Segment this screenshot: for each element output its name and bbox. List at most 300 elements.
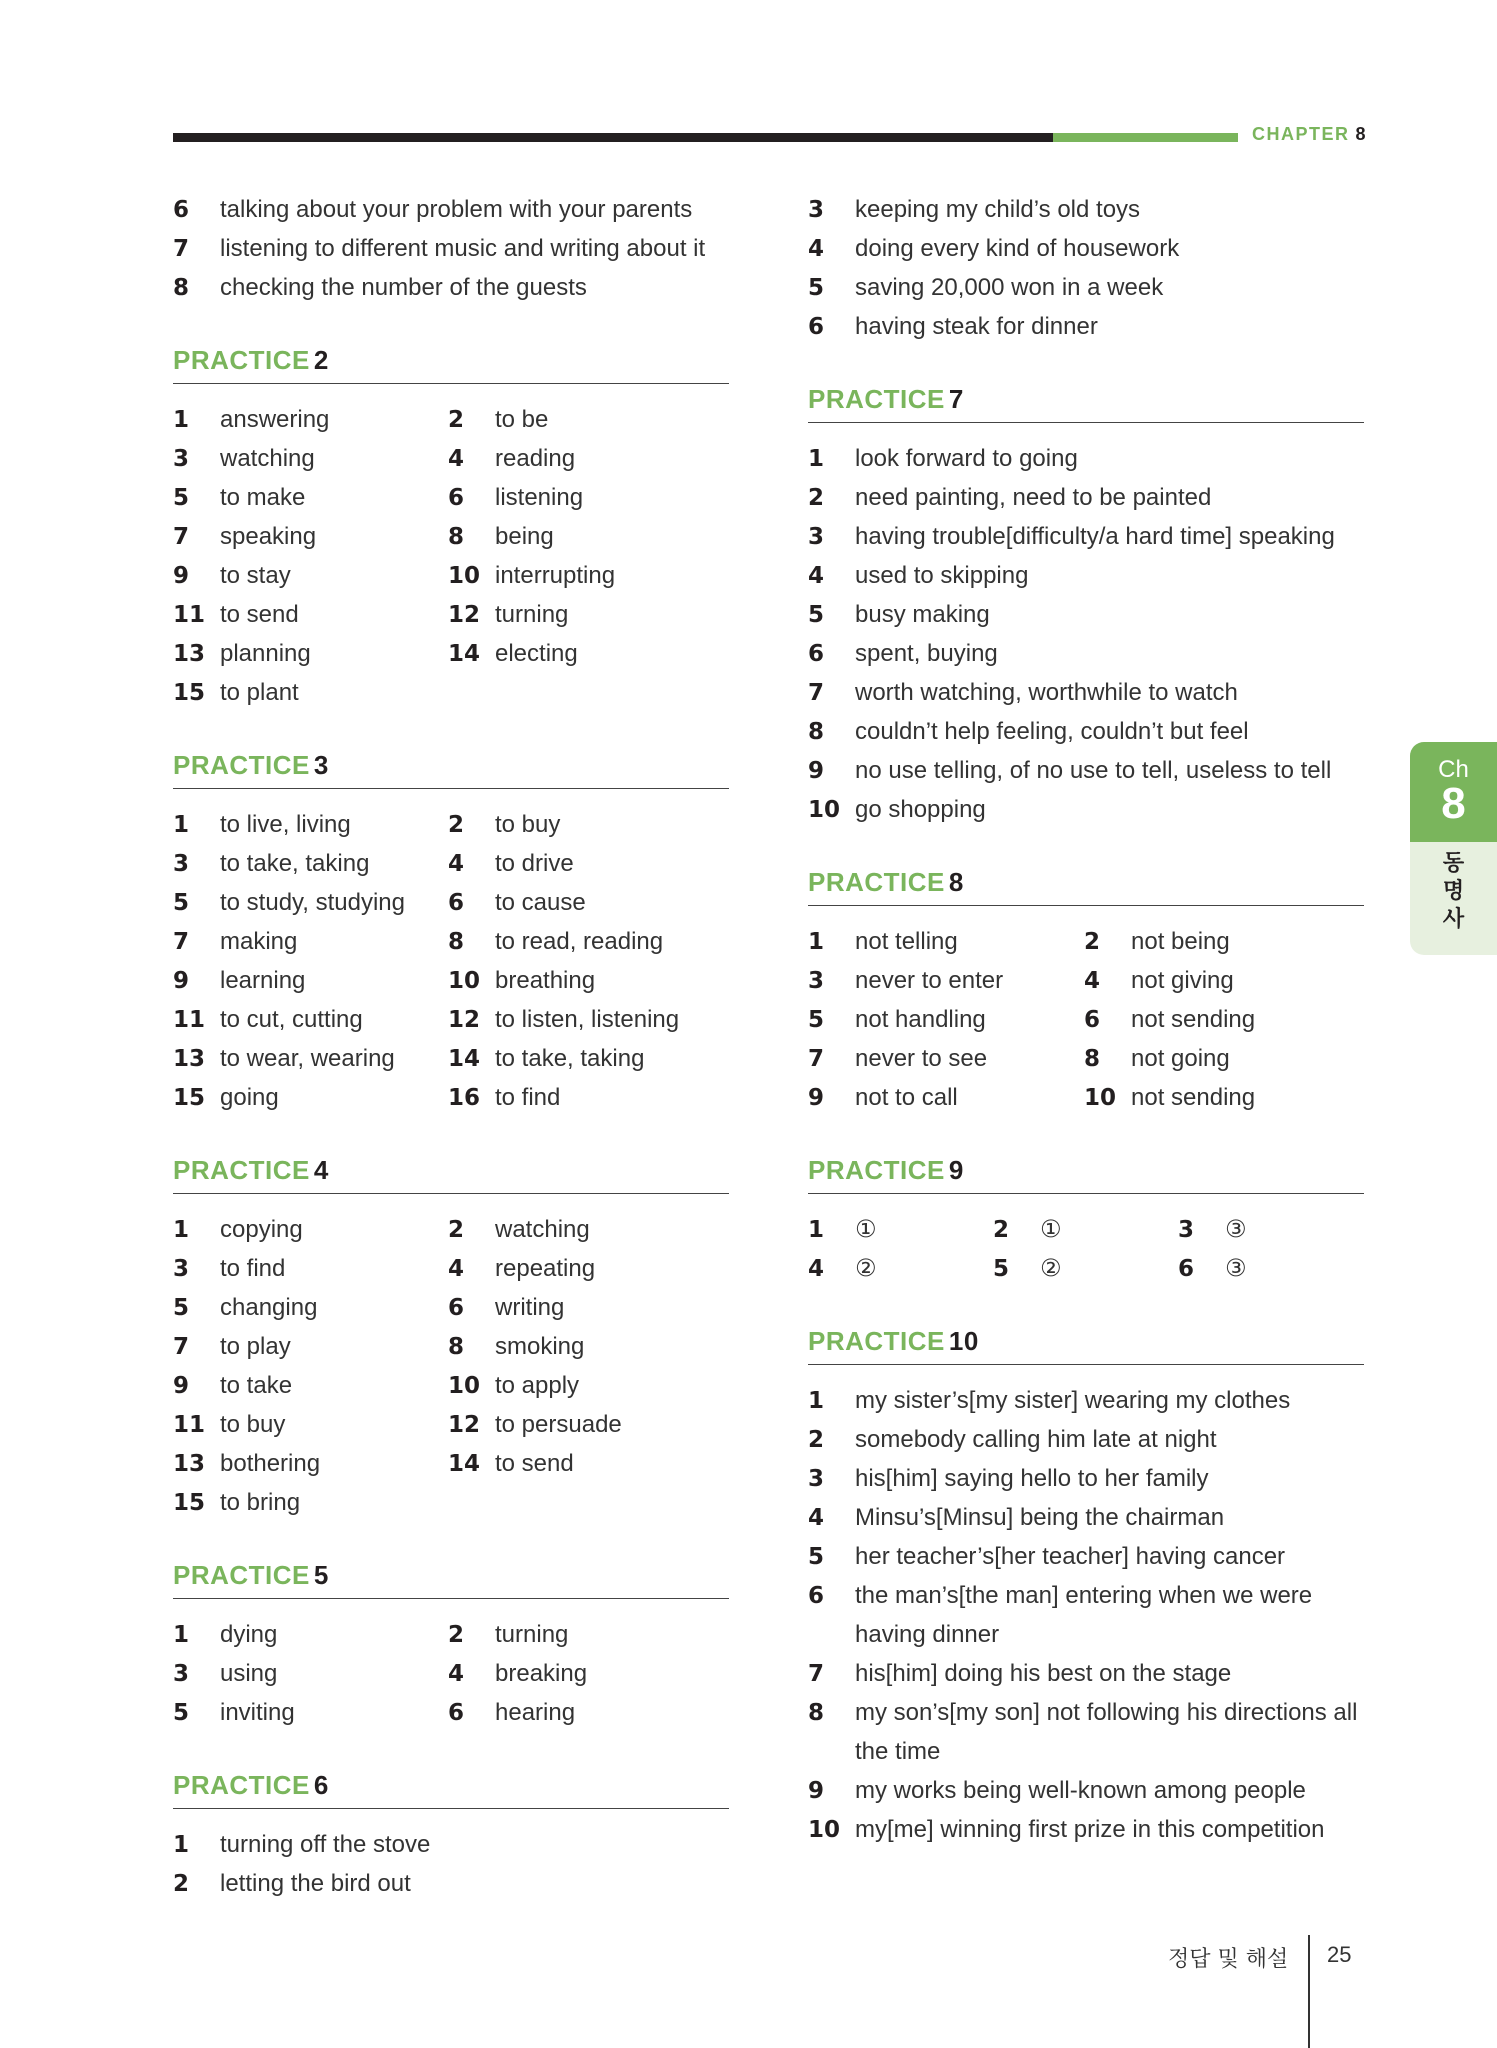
practice-6	[173, 1770, 729, 1903]
answer-number: 5	[173, 889, 190, 916]
answer-text: to find	[220, 1254, 286, 1282]
answer-text: busy making	[855, 600, 990, 628]
answer-item	[173, 1483, 448, 1522]
answer-text: to take	[220, 1371, 293, 1399]
answer-text: ①	[855, 1216, 877, 1243]
answer-item	[1084, 922, 1364, 961]
answer-number: 12	[448, 601, 481, 628]
answer-text: repeating	[495, 1254, 596, 1282]
answer-item	[808, 1381, 1364, 1420]
answer-number: 6	[808, 1582, 825, 1609]
answer-text: to cause	[495, 888, 586, 916]
answer-number: 1	[173, 1621, 190, 1648]
answer-text: to be	[495, 405, 549, 433]
answer-text: hearing	[495, 1698, 576, 1726]
answer-item	[173, 517, 448, 556]
answer-item	[808, 790, 1364, 829]
answer-item	[448, 634, 729, 673]
answer-text: copying	[220, 1215, 303, 1243]
answer-item	[448, 1327, 729, 1366]
answer-number: 7	[808, 1045, 825, 1072]
answer-item	[173, 1654, 448, 1693]
answer-item	[173, 634, 448, 673]
practice-5	[173, 1560, 729, 1732]
answer-number: 5	[808, 1006, 825, 1033]
answer-number: 2	[808, 484, 825, 511]
answer-number: 1	[808, 1216, 825, 1243]
answer-text: never to enter	[855, 966, 1004, 994]
answer-item	[808, 1654, 1364, 1693]
answer-item	[173, 883, 448, 922]
answer-number: 14	[448, 1045, 481, 1072]
answer-number: 4	[1084, 967, 1101, 994]
answer-number: 15	[173, 1084, 206, 1111]
answer-text: my works being well-known among people	[855, 1776, 1306, 1804]
answer-number: 10	[448, 1372, 481, 1399]
answer-item	[808, 439, 1364, 478]
answer-number: 5	[173, 484, 190, 511]
answer-text: couldn’t help feeling, couldn’t but feel	[855, 717, 1249, 745]
answer-text: watching	[495, 1215, 590, 1243]
practice-8	[808, 867, 1364, 1117]
answer-item	[808, 1615, 1364, 1654]
answer-item	[173, 1366, 448, 1405]
answer-number: 10	[448, 967, 481, 994]
answer-item	[448, 400, 729, 439]
answer-item	[808, 1498, 1364, 1537]
answer-text: to persuade	[495, 1410, 622, 1438]
answer-text: my sister’s[my sister] wearing my clothes	[855, 1386, 1291, 1414]
answer-text: ③	[1225, 1255, 1247, 1282]
answer-text: need painting, need to be painted	[855, 483, 1212, 511]
answer-number: 15	[173, 679, 206, 706]
chapter-label-text: CHAPTER	[1252, 124, 1350, 144]
answer-number: 4	[808, 235, 825, 262]
answer-item	[808, 1249, 993, 1288]
practice-9-heading: PRACTICE 9	[808, 1155, 1364, 1194]
answer-number: 3	[808, 967, 825, 994]
answer-number: 10	[448, 562, 481, 589]
answer-item	[173, 229, 729, 268]
answer-number: 1	[173, 406, 190, 433]
answer-number: 5	[808, 1543, 825, 1570]
answer-number: 6	[448, 484, 465, 511]
answer-text: turning	[495, 1620, 569, 1648]
practice-7	[808, 384, 1364, 829]
answer-text: ①	[1040, 1216, 1062, 1243]
answer-item	[173, 478, 448, 517]
answer-number: 10	[808, 796, 841, 823]
answer-number: 1	[808, 928, 825, 955]
answer-text: breathing	[495, 966, 596, 994]
answer-number: 11	[173, 1006, 206, 1033]
answer-number: 2	[448, 1216, 465, 1243]
answer-number: 1	[808, 1387, 825, 1414]
answer-text: ②	[855, 1255, 877, 1282]
answer-item	[808, 1039, 1084, 1078]
practice-4-heading: PRACTICE 4	[173, 1155, 729, 1194]
answer-number: 7	[173, 928, 190, 955]
page-number: 25	[1327, 1942, 1352, 1967]
answer-item	[173, 556, 448, 595]
answer-item	[1084, 1078, 1364, 1117]
answer-number: 9	[808, 1777, 825, 1804]
answer-text: turning off the stove	[220, 1830, 431, 1858]
answer-text: to take, taking	[495, 1044, 645, 1072]
answer-text: Minsu’s[Minsu] being the chairman	[855, 1503, 1225, 1531]
answer-item	[173, 1693, 448, 1732]
practice-8-heading: PRACTICE 8	[808, 867, 1364, 906]
answer-item	[448, 805, 729, 844]
practice-10-heading: PRACTICE 10	[808, 1326, 1364, 1365]
answer-item	[1178, 1210, 1364, 1249]
answer-number: 13	[173, 1450, 206, 1477]
answer-number: 8	[448, 523, 465, 550]
answer-text: going	[220, 1083, 279, 1111]
answer-item	[173, 1327, 448, 1366]
answer-number: 14	[448, 640, 481, 667]
answer-item	[808, 595, 1364, 634]
answer-item	[808, 517, 1364, 556]
answer-item	[993, 1249, 1178, 1288]
answer-text: ③	[1225, 1216, 1247, 1243]
answer-text: changing	[220, 1293, 318, 1321]
chapter-side-tab[interactable]	[1410, 742, 1497, 955]
left-intro	[173, 190, 729, 307]
answer-number: 10	[1084, 1084, 1117, 1111]
answer-text: to buy	[495, 810, 561, 838]
answer-item	[808, 1732, 1364, 1771]
practice-4	[173, 1155, 729, 1522]
answer-text: not handling	[855, 1005, 986, 1033]
footer-label: 정답 및 해설	[1168, 1947, 1289, 1972]
answer-text: using	[220, 1659, 278, 1687]
answer-text: not sending	[1131, 1083, 1256, 1111]
answer-item	[808, 478, 1364, 517]
answer-text: doing every kind of housework	[855, 234, 1180, 262]
answer-item	[173, 961, 448, 1000]
answer-number: 12	[448, 1006, 481, 1033]
answer-item	[808, 229, 1364, 268]
answer-item	[173, 922, 448, 961]
answer-text: answering	[220, 405, 330, 433]
answer-text: used to skipping	[855, 561, 1029, 589]
answer-text: checking the number of the guests	[220, 273, 587, 301]
answer-text: dying	[220, 1620, 278, 1648]
answer-text: planning	[220, 639, 311, 667]
answer-number: 4	[448, 1660, 465, 1687]
answer-number: 3	[808, 1465, 825, 1492]
answer-item	[448, 1444, 729, 1483]
answer-number: 5	[808, 601, 825, 628]
answer-item	[1084, 961, 1364, 1000]
answer-item	[173, 673, 448, 712]
answer-text: smoking	[495, 1332, 585, 1360]
practice-6-heading: PRACTICE 6	[173, 1770, 729, 1809]
answer-item	[173, 439, 448, 478]
answer-text: to plant	[220, 678, 299, 706]
answer-number: 2	[448, 811, 465, 838]
answer-item	[448, 961, 729, 1000]
answer-text: worth watching, worthwhile to watch	[855, 678, 1238, 706]
answer-item	[173, 268, 729, 307]
answer-item	[448, 517, 729, 556]
answer-text: electing	[495, 639, 578, 667]
answer-text: somebody calling him late at night	[855, 1425, 1217, 1453]
answer-item	[173, 1078, 448, 1117]
answer-number: 8	[173, 274, 190, 301]
right-intro	[808, 190, 1364, 346]
footer-divider	[1308, 1935, 1310, 2048]
practice-2	[173, 345, 729, 712]
answer-number: 14	[448, 1450, 481, 1477]
answer-number: 3	[173, 1660, 190, 1687]
answer-number: 10	[808, 1816, 841, 1843]
answer-item	[808, 1420, 1364, 1459]
answer-text: letting the bird out	[220, 1869, 411, 1897]
answer-text: to send	[220, 600, 299, 628]
answer-item	[448, 1654, 729, 1693]
answer-number: 3	[173, 1255, 190, 1282]
answer-number: 8	[448, 928, 465, 955]
answer-text: to apply	[495, 1371, 580, 1399]
answer-text: saving 20,000 won in a week	[855, 273, 1164, 301]
answer-text: to read, reading	[495, 927, 664, 955]
answer-text: learning	[220, 966, 306, 994]
answer-item	[448, 478, 729, 517]
answer-text: to play	[220, 1332, 291, 1360]
answer-text: to wear, wearing	[220, 1044, 395, 1072]
answer-text: his[him] doing his best on the stage	[855, 1659, 1232, 1687]
answer-text: spent, buying	[855, 639, 998, 667]
answer-text: to buy	[220, 1410, 286, 1438]
answer-item	[808, 1000, 1084, 1039]
answer-number: 6	[448, 1699, 465, 1726]
answer-text: being	[495, 522, 554, 550]
answer-text: never to see	[855, 1044, 988, 1072]
answer-text: not giving	[1131, 966, 1234, 994]
answer-item	[1084, 1039, 1364, 1078]
answer-item	[808, 1771, 1364, 1810]
answer-text: the man’s[the man] entering when we were	[855, 1581, 1313, 1609]
answer-number: 13	[173, 1045, 206, 1072]
answer-number: 4	[448, 850, 465, 877]
left-column	[173, 190, 729, 1903]
answer-item	[1178, 1249, 1364, 1288]
answer-item	[808, 1459, 1364, 1498]
answer-number: 4	[448, 1255, 465, 1282]
answer-item	[448, 883, 729, 922]
answer-item	[448, 1249, 729, 1288]
answer-item	[808, 712, 1364, 751]
answer-number: 6	[173, 196, 190, 223]
answer-number: 6	[448, 889, 465, 916]
answer-item	[808, 922, 1084, 961]
answer-text: listening to different music and writing about it	[220, 234, 706, 262]
answer-item	[448, 1615, 729, 1654]
answer-number: 5	[173, 1699, 190, 1726]
answer-item	[808, 1537, 1364, 1576]
answer-text: writing	[495, 1293, 565, 1321]
answer-text: keeping my child’s old toys	[855, 195, 1141, 223]
answer-item	[173, 1288, 448, 1327]
answer-item	[173, 1039, 448, 1078]
answer-number: 12	[448, 1411, 481, 1438]
answer-number: 3	[173, 445, 190, 472]
answer-number: 8	[448, 1333, 465, 1360]
practice-7-heading: PRACTICE 7	[808, 384, 1364, 423]
answer-text: watching	[220, 444, 315, 472]
answer-text: having trouble[difficulty/a hard time] speaking	[855, 522, 1335, 550]
answer-number: 1	[173, 1831, 190, 1858]
answer-number: 11	[173, 1411, 206, 1438]
answer-number: 9	[173, 562, 190, 589]
chapter-label	[1252, 124, 1367, 145]
answer-text: ②	[1040, 1255, 1062, 1282]
answer-item	[448, 1078, 729, 1117]
answer-text: breaking	[495, 1659, 588, 1687]
answer-item	[448, 1405, 729, 1444]
answer-number: 13	[173, 640, 206, 667]
answer-number: 1	[173, 1216, 190, 1243]
answer-number: 2	[993, 1216, 1010, 1243]
answer-item	[448, 1366, 729, 1405]
answer-text: my son’s[my son] not following his directions all	[855, 1698, 1358, 1726]
answer-number: 8	[808, 1699, 825, 1726]
practice-5-heading: PRACTICE 5	[173, 1560, 729, 1599]
answer-text: inviting	[220, 1698, 295, 1726]
answer-number: 4	[808, 562, 825, 589]
answer-number: 2	[448, 1621, 465, 1648]
answer-item	[448, 922, 729, 961]
answer-item	[808, 1210, 993, 1249]
answer-item	[173, 1444, 448, 1483]
answer-text: her teacher’s[her teacher] having cancer	[855, 1542, 1286, 1570]
answer-text: speaking	[220, 522, 317, 550]
answer-text: not to call	[855, 1083, 958, 1111]
header-bar-dark	[173, 133, 1053, 142]
answer-text: to bring	[220, 1488, 301, 1516]
answer-item	[448, 844, 729, 883]
practice-3	[173, 750, 729, 1117]
answer-text: my[me] winning first prize in this competition	[855, 1815, 1325, 1843]
answer-item	[808, 556, 1364, 595]
answer-item	[173, 1210, 448, 1249]
answer-item	[173, 805, 448, 844]
answer-item	[808, 190, 1364, 229]
answer-item	[173, 1825, 729, 1864]
answer-number: 3	[808, 196, 825, 223]
answer-text: reading	[495, 444, 576, 472]
answer-text: not being	[1131, 927, 1230, 955]
answer-item	[173, 1405, 448, 1444]
answer-item	[448, 1288, 729, 1327]
answer-number: 9	[808, 757, 825, 784]
answer-text: go shopping	[855, 795, 986, 823]
answer-number: 15	[173, 1489, 206, 1516]
answer-number: 5	[808, 274, 825, 301]
answer-text: listening	[495, 483, 584, 511]
answer-item	[808, 268, 1364, 307]
answer-number: 7	[808, 679, 825, 706]
answer-text: the time	[855, 1737, 941, 1765]
answer-text: talking about your problem with your parents	[220, 195, 693, 223]
answer-number: 3	[808, 523, 825, 550]
answer-item	[808, 1810, 1364, 1849]
answer-text: making	[220, 927, 298, 955]
answer-number: 6	[808, 313, 825, 340]
right-column	[808, 190, 1364, 1849]
answer-number: 8	[1084, 1045, 1101, 1072]
answer-item	[993, 1210, 1178, 1249]
answer-text: not telling	[855, 927, 958, 955]
answer-number: 3	[173, 850, 190, 877]
answer-text: to stay	[220, 561, 291, 589]
answer-text: to study, studying	[220, 888, 405, 916]
answer-number: 5	[993, 1255, 1010, 1282]
answer-item	[173, 1249, 448, 1288]
answer-number: 6	[1178, 1255, 1195, 1282]
answer-item	[808, 1693, 1364, 1732]
answer-item	[1084, 1000, 1364, 1039]
answer-item	[808, 307, 1364, 346]
answer-number: 4	[808, 1504, 825, 1531]
answer-number: 4	[808, 1255, 825, 1282]
side-tab-korean: 동 명 사	[1442, 851, 1465, 932]
answer-item	[173, 595, 448, 634]
answer-text: no use telling, of no use to tell, useless to tell	[855, 756, 1332, 784]
answer-text: his[him] saying hello to her family	[855, 1464, 1209, 1492]
side-tab-ch: Ch	[1438, 756, 1469, 783]
chapter-label-number: 8	[1355, 124, 1368, 144]
answer-item	[808, 751, 1364, 790]
answer-number: 2	[448, 406, 465, 433]
answer-number: 11	[173, 601, 206, 628]
answer-number: 9	[173, 1372, 190, 1399]
answer-text: not going	[1131, 1044, 1230, 1072]
answer-text: to listen, listening	[495, 1005, 680, 1033]
answer-number: 3	[1178, 1216, 1195, 1243]
answer-text: to find	[495, 1083, 561, 1111]
answer-number: 2	[1084, 928, 1101, 955]
practice-10	[808, 1326, 1364, 1849]
answer-text: to live, living	[220, 810, 351, 838]
answer-item	[448, 1000, 729, 1039]
answer-item	[448, 595, 729, 634]
answer-number: 4	[448, 445, 465, 472]
answer-item	[448, 1693, 729, 1732]
answer-number: 1	[173, 811, 190, 838]
answer-number: 7	[173, 1333, 190, 1360]
answer-number: 9	[808, 1084, 825, 1111]
answer-text: bothering	[220, 1449, 321, 1477]
answer-number: 7	[808, 1660, 825, 1687]
answer-item	[173, 1000, 448, 1039]
answer-item	[173, 400, 448, 439]
answer-text: to take, taking	[220, 849, 370, 877]
answer-text: interrupting	[495, 561, 616, 589]
answer-item	[448, 556, 729, 595]
answer-number: 2	[808, 1426, 825, 1453]
answer-number: 9	[173, 967, 190, 994]
answer-item	[173, 190, 729, 229]
answer-text: to send	[495, 1449, 574, 1477]
answer-item	[808, 1576, 1364, 1615]
answer-number: 1	[808, 445, 825, 472]
answer-text: turning	[495, 600, 569, 628]
answer-text: to cut, cutting	[220, 1005, 363, 1033]
answer-text: not sending	[1131, 1005, 1256, 1033]
